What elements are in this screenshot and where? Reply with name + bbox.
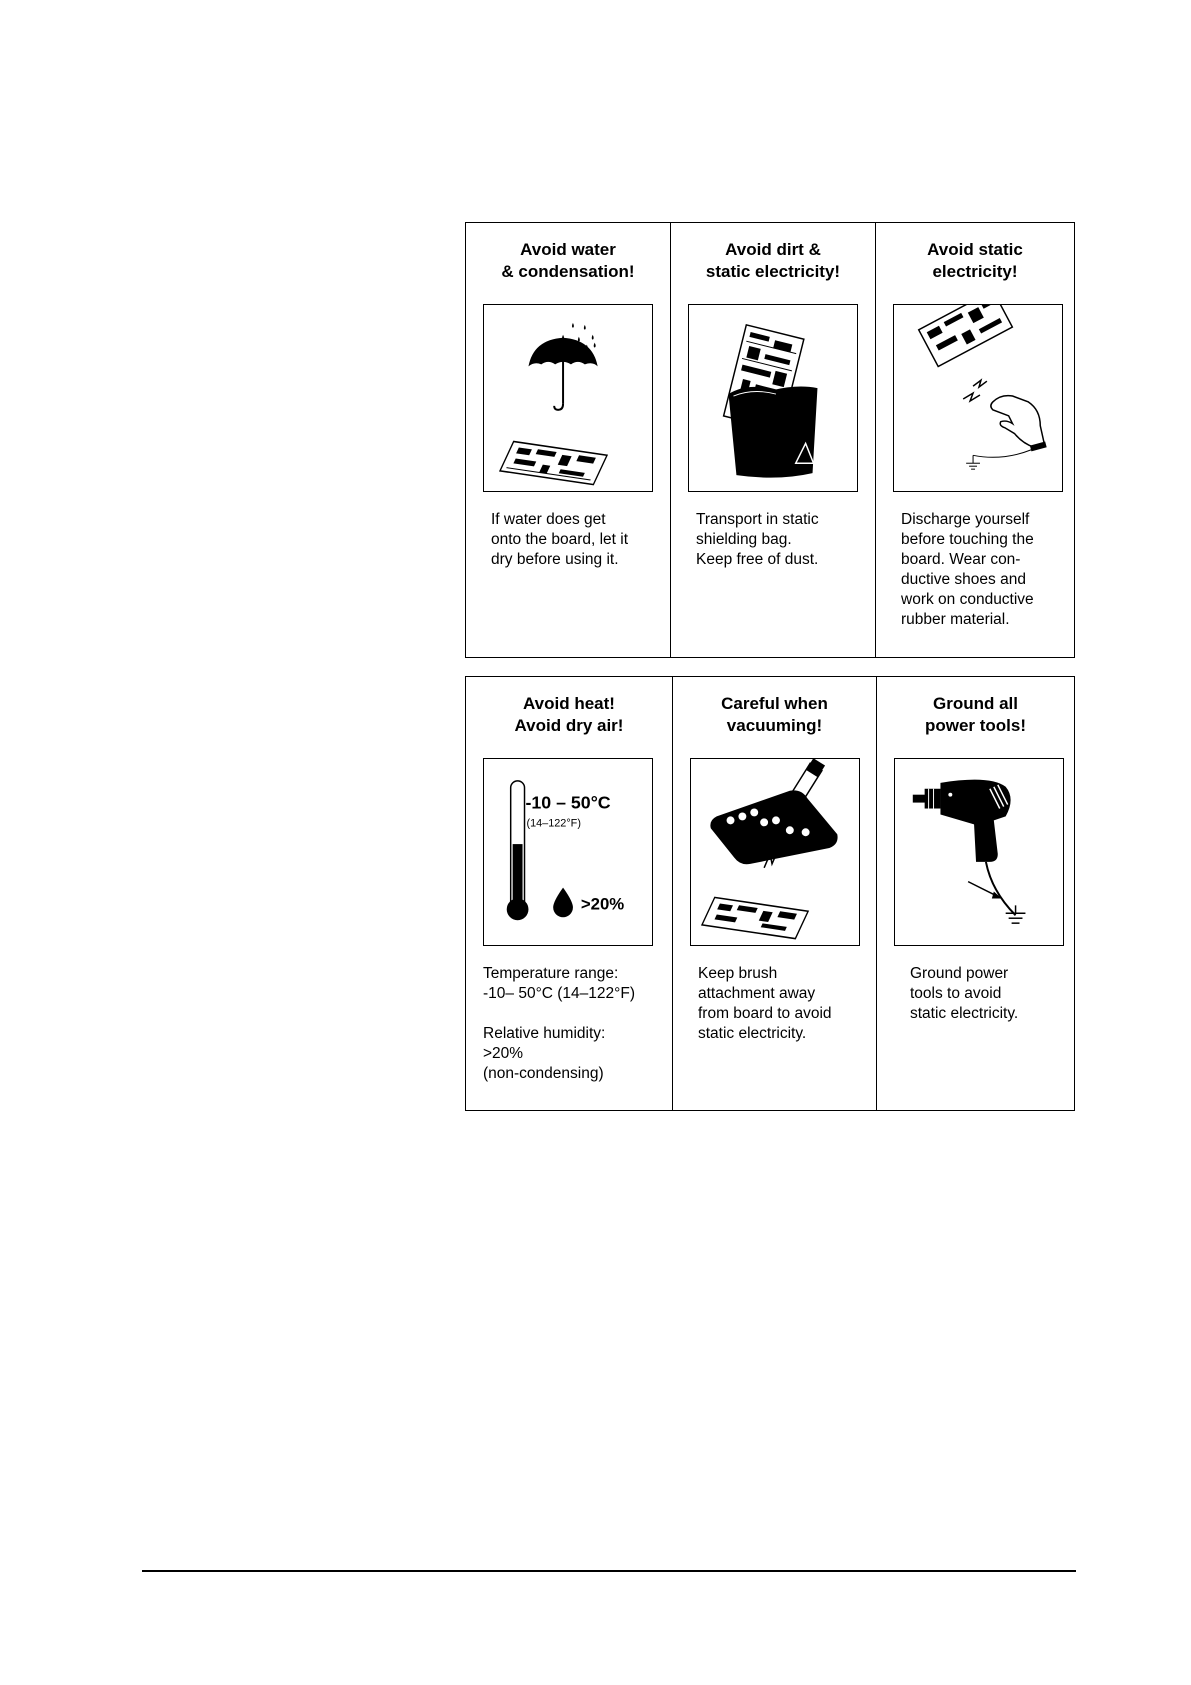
card-description-line: Keep free of dust. xyxy=(696,551,819,568)
card-description-gap xyxy=(483,1004,664,1024)
card-avoid-heat xyxy=(466,677,672,1110)
card-avoid-water xyxy=(466,223,670,657)
card-title-line: vacuuming! xyxy=(726,716,823,735)
card-avoid-dirt xyxy=(670,223,875,657)
card-description-line: shielding bag. xyxy=(696,531,792,548)
card-description-line: static electricity. xyxy=(910,1005,1019,1022)
card-description-line: dry before using it. xyxy=(491,551,619,568)
card-description-line: ductive shoes and xyxy=(901,571,1026,588)
card-description-line: rubber material. xyxy=(901,611,1010,628)
umbrella-rain-board-icon xyxy=(483,304,653,492)
card-description-line: Temperature range: xyxy=(483,965,619,982)
hand-discharge-board-icon xyxy=(893,304,1063,492)
card-description xyxy=(491,510,662,570)
card-description-line: (non-condensing) xyxy=(483,1065,604,1082)
card-description-line: before touching the xyxy=(901,531,1034,548)
handling-panel-top xyxy=(465,222,1075,658)
thermometer-humidity-icon xyxy=(483,758,653,946)
card-title-line: Avoid dry air! xyxy=(514,716,624,735)
card-title xyxy=(671,239,875,283)
card-title-line: power tools! xyxy=(924,716,1027,735)
power-drill-ground-icon xyxy=(894,758,1064,946)
card-description-line: Relative humidity: xyxy=(483,1025,606,1042)
card-title xyxy=(877,693,1074,737)
card-description-line: onto the board, let it xyxy=(491,531,629,548)
card-description-line: static electricity. xyxy=(698,1025,807,1042)
card-description-line: Ground power xyxy=(910,965,1009,982)
card-title-line: electricity! xyxy=(932,262,1018,281)
card-careful-vacuuming xyxy=(672,677,876,1110)
card-description xyxy=(483,964,664,1084)
card-title-line: & condensation! xyxy=(501,262,635,281)
shielding-bag-board-icon xyxy=(688,304,858,492)
card-description-line: Keep brush xyxy=(698,965,778,982)
card-title xyxy=(466,239,670,283)
vacuum-brush-board-icon xyxy=(690,758,860,946)
card-avoid-static xyxy=(875,223,1074,657)
card-description-line: Discharge yourself xyxy=(901,511,1030,528)
card-title-line: Avoid heat! xyxy=(523,694,615,713)
humidity-label: >20% xyxy=(580,894,625,914)
card-description-line: tools to avoid xyxy=(910,985,1002,1002)
card-description-line: If water does get xyxy=(491,511,606,528)
temperature-label: -10 – 50°C xyxy=(525,792,611,813)
card-title-line: Ground all xyxy=(933,694,1018,713)
card-description-line: from board to avoid xyxy=(698,1005,832,1022)
card-title xyxy=(466,693,672,737)
card-description xyxy=(698,964,868,1044)
card-description xyxy=(696,510,867,570)
card-ground-power-tools xyxy=(876,677,1074,1110)
card-title-line: Avoid water xyxy=(520,240,616,259)
card-title-line: Avoid dirt & xyxy=(725,240,821,259)
card-title-line: static electricity! xyxy=(705,262,841,281)
handling-panel-bottom xyxy=(465,676,1075,1111)
card-description-line: Transport in static xyxy=(696,511,819,528)
card-title xyxy=(876,239,1074,283)
card-description-line: >20% xyxy=(483,1045,524,1062)
card-title-line: Avoid static xyxy=(927,240,1023,259)
card-title xyxy=(673,693,876,737)
card-description-line: attachment away xyxy=(698,985,816,1002)
card-description xyxy=(910,964,1066,1024)
card-description-line: board. Wear con- xyxy=(901,551,1021,568)
card-description-line: -10– 50°C (14–122°F) xyxy=(483,985,635,1002)
card-title-line: Careful when xyxy=(721,694,828,713)
card-description-line: work on conductive xyxy=(901,591,1034,608)
temperature-fahrenheit-label: (14–122°F) xyxy=(526,817,581,830)
card-description xyxy=(901,510,1066,630)
footer-divider xyxy=(142,1570,1076,1572)
